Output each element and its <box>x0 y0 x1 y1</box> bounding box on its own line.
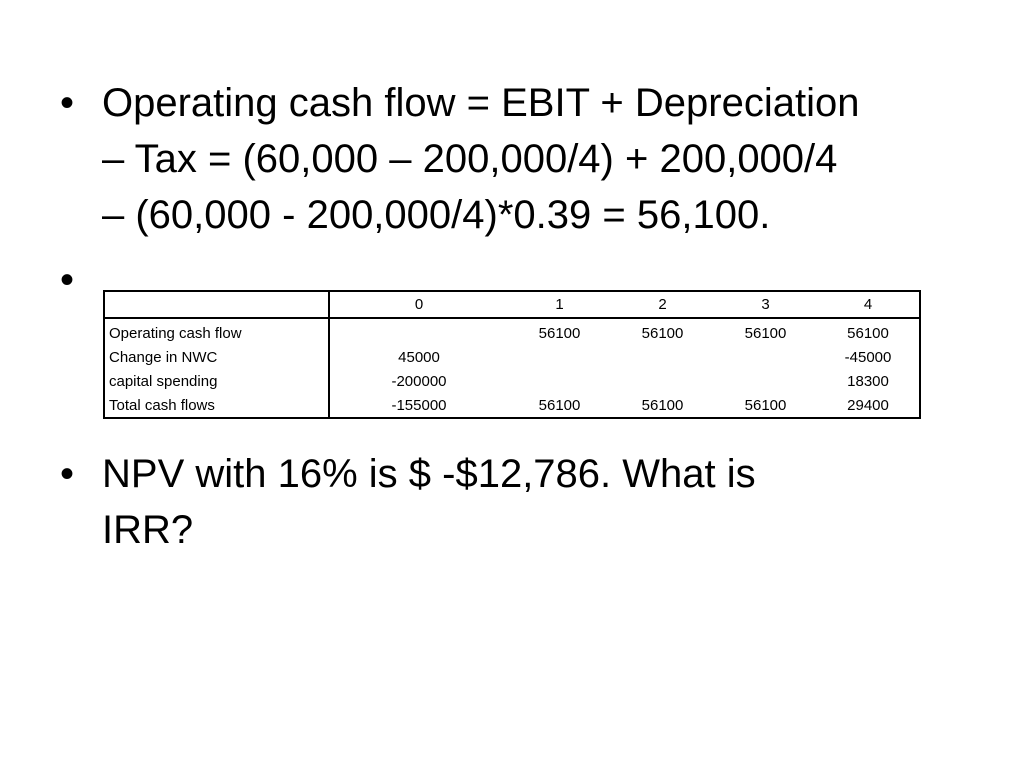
bullet-marker: • <box>60 81 75 125</box>
bullet-npv <box>60 446 980 558</box>
table-cell: 18300 <box>847 372 889 390</box>
table-cell <box>714 345 817 369</box>
bullet-marker: • <box>60 258 75 302</box>
table-row <box>104 318 920 345</box>
table-cell: 56100 <box>744 396 787 414</box>
table-header-cell: 0 <box>329 291 508 318</box>
row-label: Operating cash flow <box>104 318 329 345</box>
table-cell: -45000 <box>844 348 892 366</box>
table-cell: 56100 <box>538 396 581 414</box>
table-cell: -200000 <box>391 372 447 390</box>
table-row <box>104 393 920 418</box>
row-label: capital spending <box>104 369 329 393</box>
bullet-ocf <box>60 75 980 245</box>
table-cell <box>329 318 508 345</box>
table-header-cell: 2 <box>611 291 714 318</box>
table-cell: 45000 <box>398 348 440 366</box>
table-header-row <box>104 291 920 318</box>
table-cell: 56100 <box>744 324 787 342</box>
bullet-text-ocf: Operating cash flow = EBIT + Depreciation – Tax = (60,000 – 200,000/4) + 200,000/4 – (60,000 - 200,000/4)*0.39 = 56,100. <box>102 81 860 237</box>
table-row <box>104 345 920 369</box>
cash-flow-table <box>103 290 921 419</box>
table-cell <box>611 369 714 393</box>
table-cell <box>508 345 611 369</box>
row-label: Total cash flows <box>104 393 329 418</box>
table-row <box>104 369 920 393</box>
table-cell: 56100 <box>847 324 889 342</box>
table-header-cell: 3 <box>714 291 817 318</box>
table-header-cell <box>104 291 329 318</box>
table-cell: 29400 <box>847 396 889 414</box>
row-label: Change in NWC <box>104 345 329 369</box>
table-header-cell: 1 <box>508 291 611 318</box>
table-cell <box>508 369 611 393</box>
table-cell: 56100 <box>641 396 684 414</box>
table-cell <box>611 345 714 369</box>
table-cell <box>714 369 817 393</box>
table-header-cell: 4 <box>817 291 920 318</box>
table-cell: -155000 <box>391 396 447 414</box>
bullet-marker: • <box>60 452 75 496</box>
bullet-text-npv: NPV with 16% is $ -$12,786. What is IRR? <box>102 452 756 552</box>
table-cell: 56100 <box>641 324 684 342</box>
table-cell: 56100 <box>538 324 581 342</box>
